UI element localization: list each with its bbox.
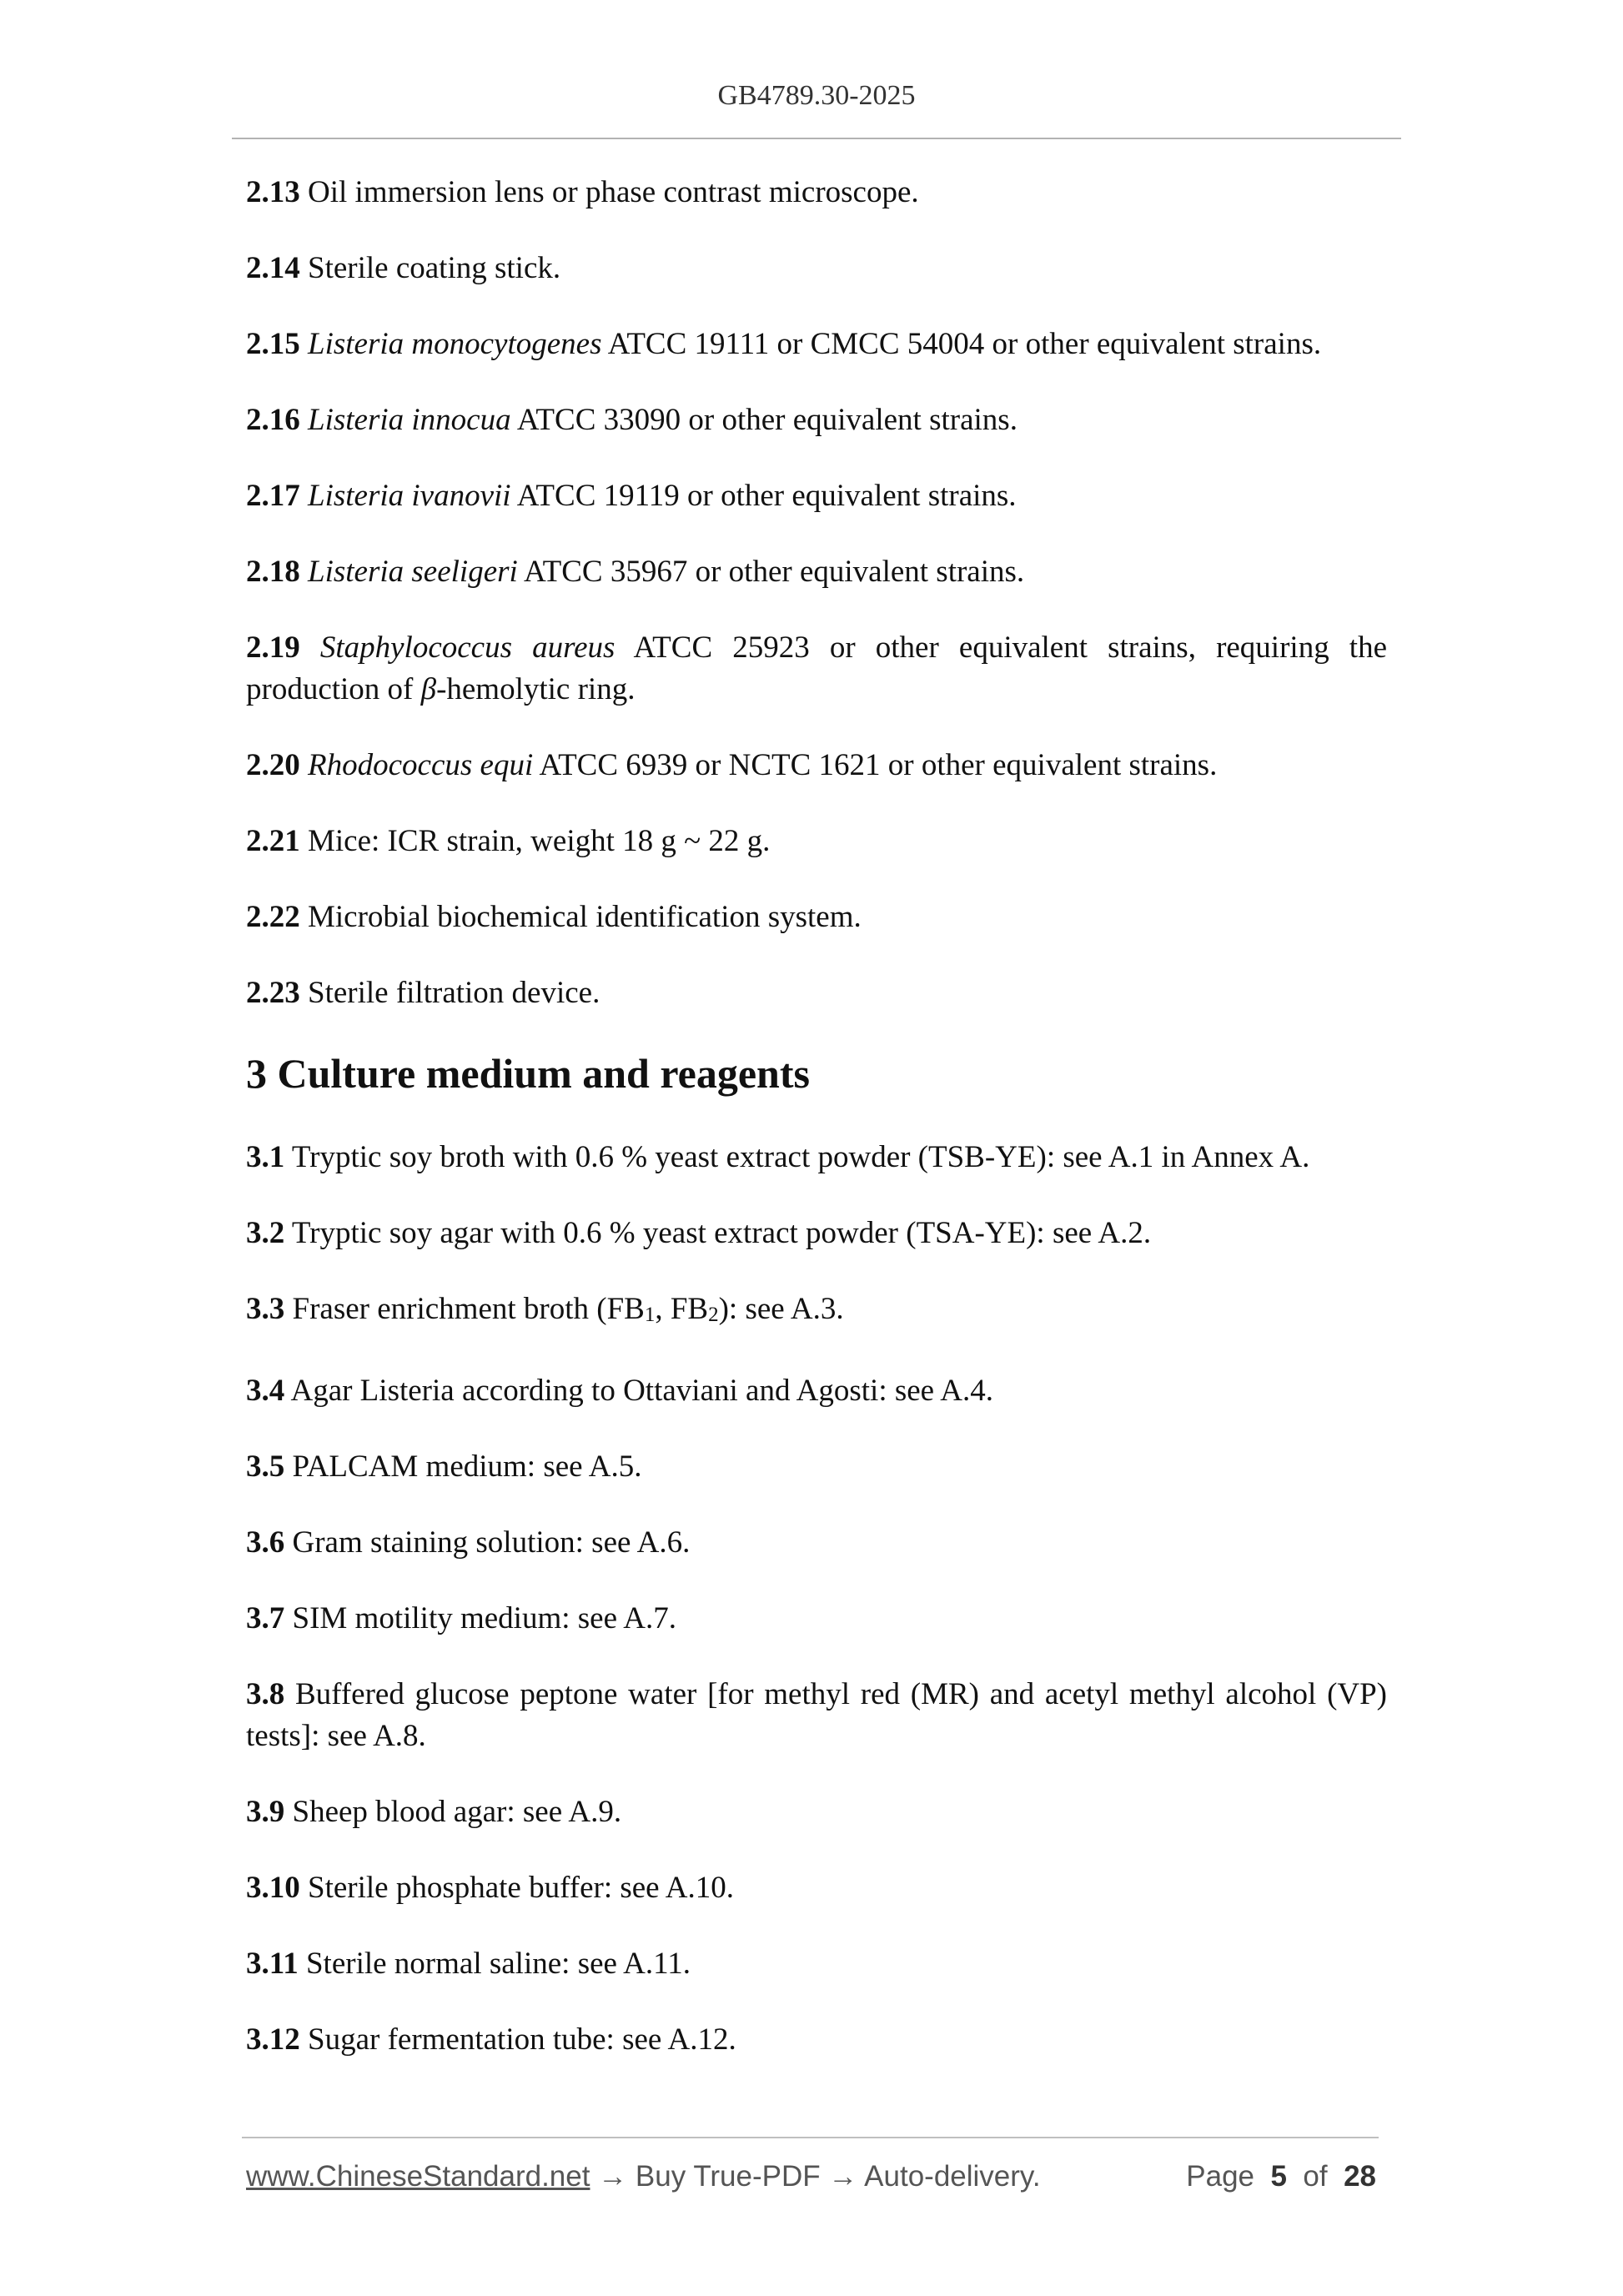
clause-3-11	[246, 1943, 1387, 1985]
clause-number: 2.13	[246, 175, 300, 209]
clause-number: 2.15	[246, 327, 300, 361]
beta-symbol: β	[420, 672, 437, 706]
footer-promo-text: → Buy True-PDF → Auto-delivery.	[590, 2160, 1041, 2193]
clause-text: , FB	[655, 1292, 709, 1326]
clause-3-7	[246, 1598, 1387, 1640]
clause-number: 3.3	[246, 1292, 285, 1326]
species-name: Listeria innocua	[308, 403, 511, 437]
clause-number: 2.19	[246, 631, 300, 665]
page-current: 5	[1270, 2160, 1287, 2193]
clause-number: 3.5	[246, 1449, 285, 1484]
chinesestandard-link[interactable]: www.ChineseStandard.net	[246, 2160, 590, 2193]
clause-number: 2.22	[246, 900, 300, 934]
clause-3-4	[246, 1370, 1387, 1412]
clause-2-21	[246, 821, 1387, 862]
species-name: Rhodococcus equi	[308, 748, 534, 782]
clause-text-tail: -hemolytic ring.	[436, 672, 636, 706]
clause-text: ATCC 35967 or other equivalent strains.	[524, 555, 1025, 589]
clause-3-6	[246, 1522, 1387, 1564]
clause-text: Sugar fermentation tube: see A.12.	[308, 2022, 736, 2057]
clause-number: 2.20	[246, 748, 300, 782]
clause-3-3	[246, 1289, 1387, 1336]
clause-number: 2.18	[246, 555, 300, 589]
clause-text: Buffered glucose peptone water [for methyl red (MR) and acetyl methyl alcohol (VP) tests]: see A.8.	[246, 1677, 1388, 1753]
page-label: Page	[1186, 2160, 1255, 2193]
clause-number: 2.16	[246, 403, 300, 437]
header-divider	[232, 138, 1401, 139]
clause-2-20	[246, 745, 1387, 786]
clause-number: 3.8	[246, 1677, 285, 1711]
species-name: Staphylococcus aureus	[319, 631, 616, 665]
footer-divider	[242, 2137, 1379, 2138]
clause-3-12	[246, 2019, 1387, 2061]
section-3-heading: 3 Culture medium and reagents	[246, 1050, 810, 1097]
clause-text: Sterile normal saline: see A.11.	[305, 1947, 691, 1981]
species-name: Listeria seeligeri	[308, 555, 518, 589]
page-indicator	[1186, 2160, 1376, 2193]
clause-2-17	[246, 475, 1387, 517]
clause-2-16	[246, 399, 1387, 441]
clause-text: PALCAM medium: see A.5.	[292, 1449, 642, 1484]
species-name: Listeria monocytogenes	[308, 327, 602, 361]
clause-text: Mice: ICR strain, weight 18 g ~ 22 g.	[308, 824, 771, 858]
clause-text: Gram staining solution: see A.6.	[292, 1525, 691, 1560]
clause-3-10	[246, 1867, 1387, 1909]
clause-number: 3.9	[246, 1795, 285, 1829]
subscript: 2	[708, 1304, 719, 1326]
page-total: 28	[1344, 2160, 1376, 2193]
clause-3-2	[246, 1213, 1387, 1254]
document-body	[246, 172, 1387, 2095]
footer	[246, 2160, 1376, 2202]
clause-2-23	[246, 972, 1387, 1014]
clause-text: Sterile phosphate buffer: see A.10.	[308, 1871, 735, 1905]
clause-text: Tryptic soy agar with 0.6 % yeast extract powder (TSA-YE): see A.2.	[291, 1216, 1152, 1250]
footer-promo	[246, 2160, 1041, 2193]
header-standard-code: GB4789.30-2025	[717, 80, 916, 111]
clause-text: Sheep blood agar: see A.9.	[292, 1795, 622, 1829]
clause-text: ATCC 33090 or other equivalent strains.	[516, 403, 1018, 437]
clause-text: Agar Listeria according to Ottaviani and Agosti: see A.4.	[290, 1374, 994, 1408]
clause-text: Oil immersion lens or phase contrast microscope.	[308, 175, 919, 209]
clause-2-14	[246, 248, 1387, 289]
clause-number: 3.10	[246, 1871, 300, 1905]
clause-3-8	[246, 1674, 1387, 1757]
clause-text: ATCC 19111 or CMCC 54004 or other equivalent strains.	[607, 327, 1322, 361]
clause-text: Microbial biochemical identification system.	[308, 900, 862, 934]
clause-text: SIM motility medium: see A.7.	[292, 1601, 676, 1635]
clause-3-1	[246, 1137, 1387, 1178]
clause-text: ): see A.3.	[718, 1292, 844, 1326]
clause-number: 3.2	[246, 1216, 285, 1250]
clause-2-18	[246, 551, 1387, 593]
clause-number: 2.17	[246, 479, 300, 513]
clause-number: 2.14	[246, 251, 300, 285]
subscript: 1	[644, 1304, 656, 1326]
clause-text: ATCC 25923 or other equivalent strains, requiring the production of	[246, 631, 1387, 706]
clause-3-9	[246, 1791, 1387, 1833]
clause-number: 2.23	[246, 976, 300, 1010]
clause-2-13	[246, 172, 1387, 214]
clause-text: ATCC 6939 or NCTC 1621 or other equivalent strains.	[539, 748, 1218, 782]
clause-text: Tryptic soy broth with 0.6 % yeast extract powder (TSB-YE): see A.1 in Annex A.	[291, 1140, 1310, 1174]
clause-2-19	[246, 627, 1387, 711]
clause-number: 3.4	[246, 1374, 285, 1408]
clause-number: 3.12	[246, 2022, 300, 2057]
of-label: of	[1303, 2160, 1328, 2193]
clause-text: Sterile coating stick.	[308, 251, 561, 285]
clause-number: 3.1	[246, 1140, 285, 1174]
clause-text: Fraser enrichment broth (FB	[292, 1292, 645, 1326]
clause-number: 2.21	[246, 824, 300, 858]
clause-2-22	[246, 897, 1387, 938]
clause-3-5	[246, 1446, 1387, 1488]
clause-number: 3.7	[246, 1601, 285, 1635]
clause-text: ATCC 19119 or other equivalent strains.	[516, 479, 1017, 513]
clause-number: 3.6	[246, 1525, 285, 1560]
clause-text: Sterile filtration device.	[308, 976, 600, 1010]
clause-number: 3.11	[246, 1947, 299, 1981]
species-name: Listeria ivanovii	[308, 479, 511, 513]
clause-2-15	[246, 324, 1387, 365]
